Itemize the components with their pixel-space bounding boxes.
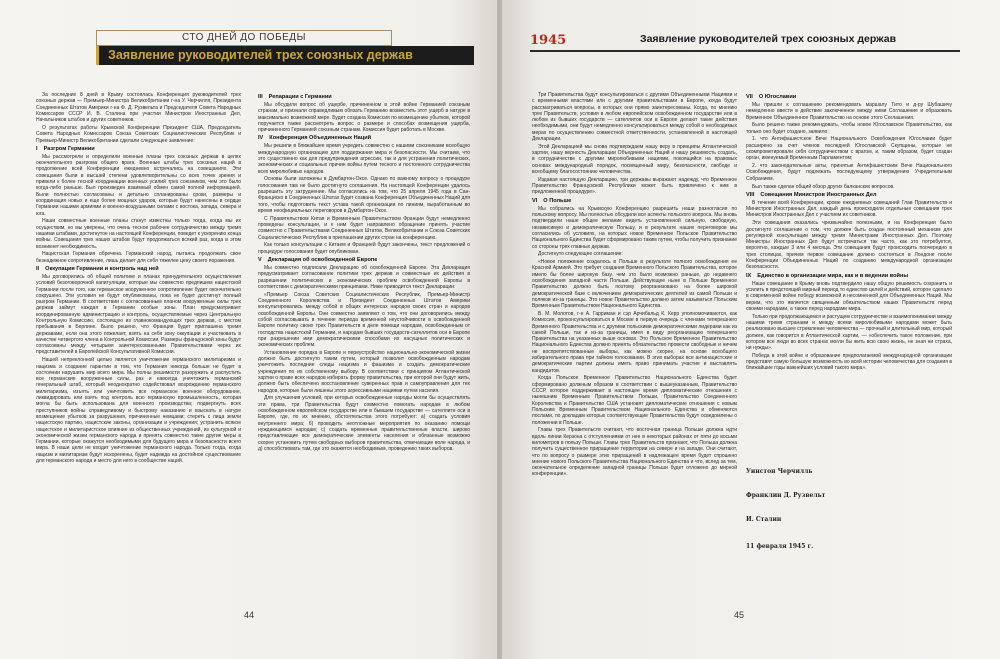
section-title: О Польше bbox=[543, 197, 572, 204]
section-title: Оккупация Германии и контроль над ней bbox=[45, 265, 159, 272]
body-paragraph: Установление порядка в Европе и переустройство национально-экономической жизни должно быть достигнуто таким путем, который позволит освобожденным народам уничтожить последние следы нацизма и фашизма и создать демократические учреждения по их собственному выбору. В соответствии с принципом Атлантической хартии о праве всех народов избирать форму правительства, при которой они будут жить, должно быть обеспечено восстановление суверенных прав и самоуправления для тех народов, которые были лишены этого агрессивными нациями путем насилия. bbox=[258, 349, 470, 394]
body-paragraph: Мы обсудили вопрос об ущербе, причиненном в этой войне Германией союзным странам, и признали справедливым обязать Германию возместить этот ущерб в натуре в максимально возможной мере. Будет создана Комиссия по возмещению убытков, которой поручается также рассмотреть вопрос о размере и способах возмещения ущерба, причиненного Германией союзным странам. Комиссия будет работать в Москве. bbox=[258, 102, 470, 134]
body-paragraph: 1. что Антифашистское Вече Национального Освобождения Югославии будет расширено за счет членов последней Югославской Скупщины, которые не скомпрометировали себя сотрудничеством с врагом, и, таким образом, будет создан орган, именуемый Временным Парламентом; bbox=[746, 136, 952, 162]
body-paragraph: С Правительством Китая и Временным Правительством Франции будут немедленно проведены консультации, и к ним будет направлено обращение принять участие совместно с Правительствами Соединенных Штатов, Великобритании и Союза Советских Социалистических Республик в приглашении других стран на конференцию. bbox=[258, 215, 470, 241]
body-paragraph: Этой Декларацией мы снова подтверждаем нашу веру в принципы Атлантической хартии, нашу верность Декларации Объединенных Наций и нашу решимость создать, в сотрудничестве с другими миролюбивыми нациями, покоящийся на правовых основах международный порядок, посвященный миру, безопасности, свободе и всеобщему благосостоянию человечества. bbox=[532, 143, 737, 176]
section-heading bbox=[258, 257, 470, 264]
section-title: Единство в организации мира, как и в ведении войны bbox=[757, 272, 909, 279]
chapter-title: Заявление руководителей трех союзных держав bbox=[108, 48, 413, 62]
body-paragraph: Когда Польское Временное Правительство Национального Единства будет сформировано должным образом в соответствии с вышеуказанным, Правительство СССР, которое поддерживает в настоящее время дипломатические отношения с нынешним Временным Правительством Польши, Правительство Соединенного Королевства и Правительство США установят дипломатические отношения с новым Польским Временным Правительством Национального Единства и обменяются послами, по докладам которых соответствующие Правительства будут осведомлены о положении в Польше. bbox=[532, 375, 737, 426]
title-accent-rule bbox=[96, 46, 99, 65]
section-number: IV bbox=[258, 135, 264, 142]
section-number: VIII bbox=[746, 191, 755, 198]
running-title: Заявление руководителей трех союзных держав bbox=[640, 33, 897, 45]
body-paragraph: Наши совместные военные планы станут известны только тогда, когда мы их осуществим, но мы уверены, что очень тесное рабочее сотрудничество между тремя нашими штабами, достигнутое на настоящей Конференции, поведет к ускорению конца войны. Совещания трех наших штабов будут продолжаться всякий раз, когда в этом возникнет необходимость. bbox=[36, 218, 241, 250]
document-date: 11 февраля 1945 г. bbox=[746, 543, 814, 550]
page-number-left: 44 bbox=[244, 610, 255, 620]
section-number: VII bbox=[746, 94, 753, 100]
section-heading bbox=[258, 135, 470, 142]
section-title: Декларация об освобожденной Европе bbox=[267, 257, 378, 264]
section-number: III bbox=[258, 94, 263, 100]
body-paragraph: Для улучшения условий, при которых освобожденные народы могли бы осуществлять эти права, три Правительства будут совместно помогать народам в любом освобожденном европейском государстве или в бывшем государстве — сателлите оси в Европе, где, по их мнению, обстоятельства этого потребуют: а) создать условия внутреннего мира; б) проводить неотложные мероприятия по оказанию помощи нуждающимся народам; с) создать временные правительственные власти, широко представляющие все демократические элементы населения и обязанные возможно скорее установить путем свободных выборов правительства, отвечающие воле народа, и д) способствовать там, где это окажется необходимым, проведению таких выборов. bbox=[258, 395, 470, 452]
right-column-1 bbox=[532, 92, 737, 600]
body-paragraph: За последние 8 дней в Крыму состоялась Конференция руководителей трех союзных держав — Премьер-Министра Великобритании г-на У. Черчилля, Президента Соединенных Штатов Америки г-на Ф. Д. Рузвельта и Председателя Совета Народных Комиссаров СССР И. В. Сталина при участии Министров Иностранных Дел, Начальников штабов и других советников. bbox=[36, 92, 241, 124]
year-heading: 1945 bbox=[530, 33, 567, 48]
body-paragraph: Был также сделан общий обзор других балканских вопросов. bbox=[752, 183, 895, 190]
section-title: Разгром Германии bbox=[43, 145, 95, 152]
chapter-title-bar bbox=[96, 46, 474, 65]
section-heading bbox=[532, 198, 737, 205]
body-paragraph: Было решено также рекомендовать, чтобы новое Югославское Правительство, как только оно будет создано, заявило: bbox=[746, 122, 952, 135]
body-paragraph: Мы собрались на Крымскую Конференцию разрешить наши разногласия по польскому вопросу. Мы полностью обсудили все аспекты польского вопроса. Мы вновь подтвердили наше общее желание видеть установленной сильную, свободную, независимую и демократическую Польшу, и в результате наших переговоров мы согласились об условиях, на которых новое Временное Польское Правительство Национального Единства будет сформировано таким путем, чтобы получить признание со стороны трех главных держав. bbox=[532, 205, 737, 250]
signature-churchill: Уинстон Черчилль bbox=[746, 468, 813, 475]
body-paragraph: Мы решили в ближайшее время учредить совместно с нашими союзниками всеобщую международную организацию для поддержания мира и безопасности. Мы считаем, что это существенно как для предупреждения агрессии, так и для устранения политических, экономических и социальных причин войны путем тесного и постоянного сотрудничества всех миролюбивых народов. bbox=[258, 143, 470, 175]
section-number: II bbox=[36, 265, 40, 272]
section-kicker: СТО ДНЕЙ ДО ПОБЕДЫ bbox=[96, 30, 392, 46]
body-paragraph: Как только консультации с Китаем и Францией будут закончены, текст предложений о процедуре голосования будет опубликован. bbox=[258, 242, 470, 255]
body-paragraph: Мы рассмотрели и определили военные планы трех союзных держав в целях окончательного разгрома общего врага. Военные штабы трех союзных наций в продолжение всей Конференции ежедневно встречались на совещаниях. Эти совещания были в высшей степени удовлетворительны со всех точек зрения и привели к более тесной координации военных усилий трех союзников, чем это было когда-либо раньше. Был произведен взаимный обмен самой полной информацией. Были полностью согласованы и детально спланированы сроки, размеры и координация новых и еще более мощных ударов, которые будут нанесены в сердце Германии нашими армиями и военно-воздушными силами с востока, запада, севера и юга. bbox=[36, 153, 241, 217]
section-number: IX bbox=[746, 272, 752, 279]
body-paragraph: О результатах работы Крымской Конференции Президент США, Председатель Совета Народных Комиссаров Союза Советских Социалистических Республик и Премьер-Министр Великобритании сделали следующее заявление: bbox=[36, 124, 241, 144]
left-column-1 bbox=[36, 92, 241, 604]
body-paragraph: Победа в этой войне и образование предполагаемой международной организации представят самую большую возможность во всей истории человечества для создания в ближайшие годы важнейших условий такого мира». bbox=[746, 352, 952, 372]
left-page bbox=[0, 0, 498, 659]
section-heading bbox=[746, 94, 952, 101]
body-paragraph: Нацистская Германия обречена. Германский народ, пытаясь продолжать свое безнадежное сопротивление, лишь делает для себя тяжелее цену своего поражения. bbox=[36, 251, 241, 264]
signature-stalin: И. Сталин bbox=[746, 516, 782, 523]
section-title: Репарации с Германии bbox=[268, 94, 332, 100]
section-heading bbox=[36, 146, 241, 153]
section-heading bbox=[746, 192, 952, 199]
section-number: I bbox=[36, 145, 38, 152]
body-paragraph: Мы договорились об общей политике и планах принудительного осуществления условий безоговорочной капитуляции, которые мы совместно предпишем нацистской Германии после того, как германское вооруженное сопротивление будет окончательно сокрушено. Эти условия не будут опубликованы, пока не будет достигнут полный разгром Германии. В соответствии с согласованным планом вооруженные силы трех держав займут каждая в Германии особые зоны. План предусматривает координированную администрацию и контроль, осуществляемые через Центральную Контрольную Комиссию, состоящую из главнокомандующих трех держав, с местом пребывания в Берлине. Было решено, что Франция будет приглашена тремя державами, если она этого пожелает, взять на себя зону оккупации и участвовать в качестве четвертого члена в Контрольной Комиссии. Размеры французской зоны будут согласованы между четырьмя заинтересованными Правительствами через их представителей в Европейской Консультативной Комиссии. bbox=[36, 273, 241, 356]
body-paragraph: Только при продолжающемся и растущем сотрудничестве и взаимопонимании между нашими тремя странами и между всеми миролюбивыми народами может быть реализовано высшее стремление человечества — прочный и длительный мир, который должен, как говорится в Атлантической хартии, — «обеспечить такое положение, при котором все люди во всех странах могли бы жить всю свою жизнь, не зная ни страха, ни нужды». bbox=[746, 313, 952, 352]
body-paragraph: Три Правительства будут консультироваться с другими Объединенными Нациями и с временными властями или с другими правительствами в Европе, когда будут рассматриваться вопросы, в которых они прямо заинтересованы. Когда, по мнению трех Правительств, условия в любом европейском освобожденном государстве или в любом из бывших государств — сателлитов оси в Европе делают такие действия необходимыми, они будут немедленно консультироваться между собой о необходимых мерах по осуществлению совместной ответственности, установленной в настоящей Декларации. bbox=[532, 92, 737, 143]
body-paragraph: Основы были заложены в Думбартон-Оксе. Однако по важному вопросу о процедуре голосования там не было достигнуто соглашения. На настоящей Конференции удалось разрешить эту затруднение. Мы согласились на том, что 25 апреля 1945 года в Сан-Франциско в Соединенных Штатах будет созвана Конференция Объединенных Наций для того, чтобы подготовить текст устава такой организации по линиям, выработанным во время неофициальных переговоров в Думбартон-Оксе. bbox=[258, 176, 470, 214]
body-paragraph: 2. что законодательные акты, принятые Антифашистским Вече Национального Освобождения, будут подлежать последующему утверждению Учредительным Собранием. bbox=[746, 163, 952, 182]
body-paragraph: Нашей непреклонной целью является уничтожение германского милитаризма и нацизма и создание гарантии в том, что Германия никогда больше не будет в состоянии нарушить мир всего мира. Мы полны решимости разоружить и распустить все германские вооруженные силы, раз и навсегда уничтожить германский генеральный штаб, который неоднократно содействовал возрождению германского милитаризма, изъять или уничтожить все германское военное оборудование, ликвидировать или взять под контроль всю германскую промышленность, которая могла бы быть использована для военного производства; подвергнуть всех преступников войны справедливому и быстрому наказанию и взыскать в натуре возмещение убытков за разрушения, причиненные немцами; стереть с лица земли нацистскую партию, нацистские законы, организации и учреждения; устранить всякое нацистское и милитаристское влияние из общественных учреждений, из культурной и экономической жизни германского народа и принять совместно такие другие меры в Германии, которые окажутся необходимыми для будущего мира и безопасности всего мира. В наши цели не входит уничтожение германского народа. Только тогда, когда нацизм и милитаризм будут искоренены, будет надежда на достойное существование для германского народа и место для него в сообществе наций. bbox=[36, 357, 241, 465]
body-paragraph: В течение всей Конференции, кроме ежедневных совещаний Глав Правительств и Министров Иностранных Дел, каждый день происходили отдельные совещания трех Министров Иностранных Дел с участием их советников. bbox=[746, 199, 952, 219]
body-paragraph: В. М. Молотов, г-н А. Гарриман и сэр Арчибальд К. Керр уполномочиваются, как Комиссия, проконсультироваться в Москве в первую очередь с членами теперешнего Временного Правительства и с другими польскими демократическими лидерами как из самой Польши, так и из-за границы, имея в виду реорганизацию теперешнего Правительства на указанных выше основах. Это Польское Временное Правительство Национального Единства должно принять обязательство провести свободные и ничем не воспрепятствованные выборы, как можно скорее, на основе всеобщего избирательного права при тайном голосовании. В этих выборах все антинацистские и демократические партии должны иметь право принимать участие и выставлять кандидатов. bbox=[532, 311, 737, 374]
section-number: VI bbox=[532, 197, 538, 204]
section-heading bbox=[258, 94, 470, 101]
body-paragraph: Главы трех Правительств считают, что восточная граница Польши должна идти вдоль линии Керзона с отступлениями от нее в некоторых районах от пяти до восьми километров в пользу Польши. Главы трех Правительств признают, что Польша должна получить существенное приращение территории на севере и на западе. Они считают, что по вопросу о размере этих приращений в надлежащее время будет спрошено мнение нового Польского Правительства Национального Единства и что, вслед за тем, окончательное определение западной границы Польши будет отложено до мирной конференции». bbox=[532, 427, 737, 478]
left-column-2 bbox=[258, 92, 470, 604]
page-number-right: 45 bbox=[734, 610, 745, 620]
body-paragraph: Мы совместно подписали Декларацию об освобожденной Европе. Эта Декларация предусматривает согласование политики трех держав и совместные их действия в разрешении политических и экономических проблем освобожденной Европы в соответствии с демократическими принципами. Ниже приводится текст Декларации: bbox=[258, 265, 470, 290]
body-paragraph: Наше совещание в Крыму вновь подтвердило нашу общую решимость сохранить и усилить в предстоящий мирный период то единство целей и действий, которое сделало в современной войне победу возможной и несомненной для Объединенных Наций. Мы верим, что это является священным обязательством наших Правительств перед своими народами, а также перед народами мира. bbox=[746, 280, 952, 312]
section-heading bbox=[36, 266, 241, 273]
section-title: О Югославии bbox=[758, 94, 797, 100]
body-paragraph: Достигнуто следующее соглашение: bbox=[538, 251, 623, 258]
body-paragraph: Мы пришли к соглашению рекомендовать маршалу Тито и д-ру Шубашичу немедленно ввести в действие заключенное между ними Соглашение и образовать Временное Объединенное Правительство на основе этого Соглашения. bbox=[746, 102, 952, 121]
section-heading bbox=[746, 273, 952, 280]
section-title: Конференция Объединенных Наций bbox=[269, 135, 372, 142]
body-paragraph: «Премьер Союза Советских Социалистических Республик, Премьер-Министр Соединенного Королевства и Президент Соединенных Штатов Америки консультировались между собой в общих интересах народов своих стран и народов освобожденной Европы. Они совместно заявляют о том, что они договорились между собой согласовывать в течение периода временной неустойчивости в освобожденной Европе политику своих трех Правительств в деле помощи народам, освобожденным от господства нацистской Германии, и народам бывших государств-сателлитов оси в Европе при разрешении ими демократическими способами их насущных политических и экономических проблем. bbox=[258, 291, 470, 349]
header-rule bbox=[530, 50, 960, 52]
body-paragraph: Издавая настоящую Декларацию, три державы выражают надежду, что Временное Правительство Французской Республики может быть привлечено к ним в предложенной процедуре». bbox=[532, 176, 737, 196]
section-number: V bbox=[258, 257, 262, 264]
body-paragraph: Эти совещания оказались чрезвычайно полезными, и на Конференции было достигнуто соглашение о том, что должен быть создан постоянный механизм для регулярной консультации между тремя Министрами Иностранных Дел. Поэтому Министры Иностранных Дел будут встречаться так часто, как это потребуется, вероятно, каждые 3 или 4 месяца. Эти совещания будут происходить поочередно в трех столицах, причем первое совещание должно состояться в Лондоне после Конференции Объединенных Наций по созданию международной организации безопасности. bbox=[746, 220, 952, 271]
section-title: Совещания Министров Иностранных Дел bbox=[760, 191, 877, 198]
signature-roosevelt: Франклин Д. Рузвельт bbox=[746, 492, 826, 499]
right-column-2 bbox=[746, 92, 952, 392]
body-paragraph: «Новое положение создалось в Польше в результате полного освобождения ее Красной Армией. Это требует создания Временного Польского Правительства, которое имело бы более широкую базу, чем это было возможно раньше, до недавнего освобождения западной части Польши. Действующее ныне в Польше Временное Правительство должно быть поэтому реорганизовано на более широкой демократической базе с включением демократических деятелей из самой Польши и поляков из-за границы. Это новое Правительство должно затем называться Польским Временным Правительством Национального Единства. bbox=[532, 259, 737, 310]
